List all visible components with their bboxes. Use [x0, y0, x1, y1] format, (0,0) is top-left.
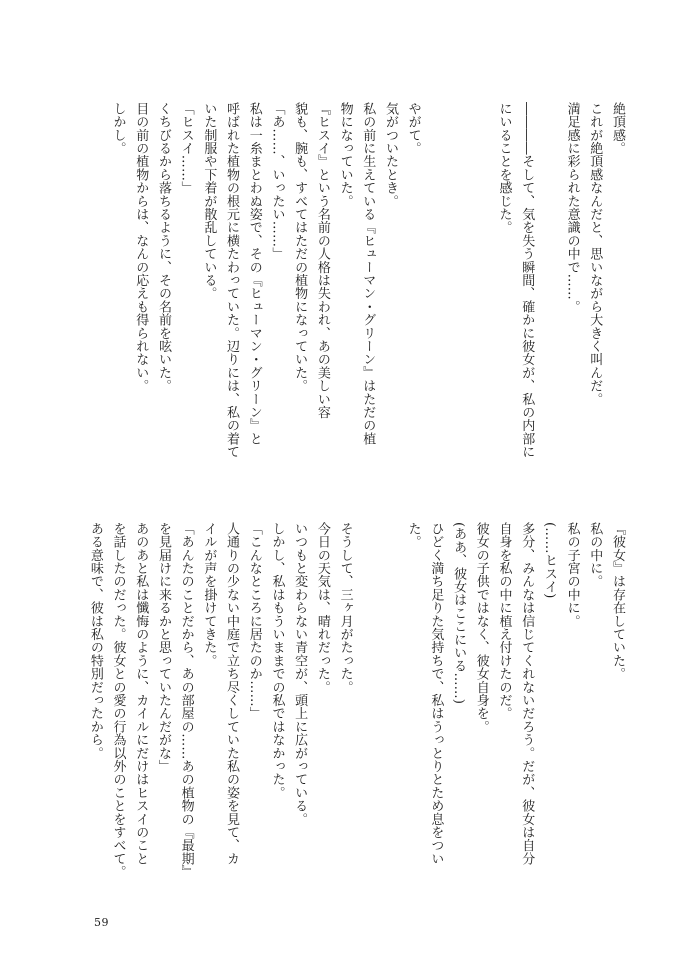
text-line	[469, 102, 492, 432]
text-line: (ああ、彼女はここにいる……)	[451, 522, 467, 705]
text-line: 私の前に生えている『ヒューマン・グリーン』はただの植	[360, 102, 376, 446]
text-line	[537, 102, 560, 432]
text-line	[378, 522, 401, 922]
text-line: 呼ばれた植物の根元に横たわっていた。辺りには、私の着て	[224, 102, 240, 459]
text-line: イルが声を掛けてきた。	[201, 522, 217, 668]
text-line: 目の前の植物からは、なんの応えも得られない。	[133, 102, 149, 393]
text-line: ある意味で、彼は私の特別だったから。	[87, 522, 103, 760]
text-line: た。	[405, 522, 421, 549]
text-line: を見届けに来るかと思っていたんだがな」	[155, 522, 171, 773]
text-line: 人通りの少ない中庭で立ち尽くしていた私の姿を見て、カ	[224, 522, 240, 866]
text-line: 貌も、腕も、すべてはただの植物になっていた。	[292, 102, 308, 393]
text-line: 「あ……、いったい……」	[269, 102, 285, 261]
text-line: 私の子宮の中に。	[564, 522, 580, 628]
text-line: を話したのだった。彼女との愛の行為以外のことをすべて。	[110, 522, 126, 879]
text-line: 自身を私の中に植え付けたのだ。	[496, 522, 512, 720]
text-line: 彼女の子供ではなく、彼女自身を。	[473, 522, 489, 734]
text-line: いた制服や下着が散乱している。	[201, 102, 217, 300]
text-line	[356, 522, 379, 922]
page-number: 59	[94, 916, 109, 929]
text-line: 今日の天気は、晴れだった。	[314, 522, 330, 694]
top-text-column	[106, 102, 628, 459]
text-line: (……ヒスイ)	[541, 522, 557, 599]
text-line: 「あんたのことだから、あの部屋の……あの植物の『最期』	[178, 522, 194, 879]
text-line: しかし、私はもういままでの私ではなかった。	[269, 522, 285, 800]
text-line: いつもと変わらない青空が、頭上に広がっている。	[292, 522, 308, 826]
text-line: ひどく満ち足りた気持ちで、私はうっとりとため息をつい	[428, 522, 444, 866]
text-line: 「こんなところに居たのか……」	[246, 522, 262, 720]
text-line: 満足感に彩られた意識の中で……。	[564, 102, 580, 314]
text-line: くちびるから落ちるように、その名前を呟いた。	[155, 102, 171, 393]
text-line: ――――そして、気を失う瞬間、確かに彼女が、私の内部に	[519, 102, 535, 459]
text-line: 多分、みんなは信じてくれないだろう。だが、彼女は自分	[519, 522, 535, 866]
text-line: 『ヒスイ』という名前の人格は失われ、あの美しい容	[314, 102, 330, 419]
text-line	[446, 102, 469, 432]
text-line: 絶頂感。	[610, 102, 625, 155]
text-line: あのあと私は懺悔のように、カイルにだけはヒスイのこと	[133, 522, 149, 866]
text-line: 『彼女』は存在していた。	[610, 522, 625, 681]
text-line: しかし。	[110, 102, 126, 155]
bottom-text-column	[83, 522, 628, 922]
text-line: やがて。	[405, 102, 421, 155]
text-line: 「ヒスイ……」	[178, 102, 194, 195]
text-line: にいることを感じた。	[496, 102, 512, 234]
text-line: 気がついたとき。	[382, 102, 398, 208]
text-line: 私の中に。	[587, 522, 603, 588]
text-line: 物になっていた。	[337, 102, 353, 208]
text-line: そうして、三ヶ月がたった。	[337, 522, 353, 694]
text-line: 私は一糸まとわぬ姿で、その『ヒューマン・グリーン』と	[246, 102, 262, 446]
text-line	[424, 102, 447, 432]
text-line: これが絶頂感なんだと、思いながら大きく叫んだ。	[587, 102, 603, 406]
